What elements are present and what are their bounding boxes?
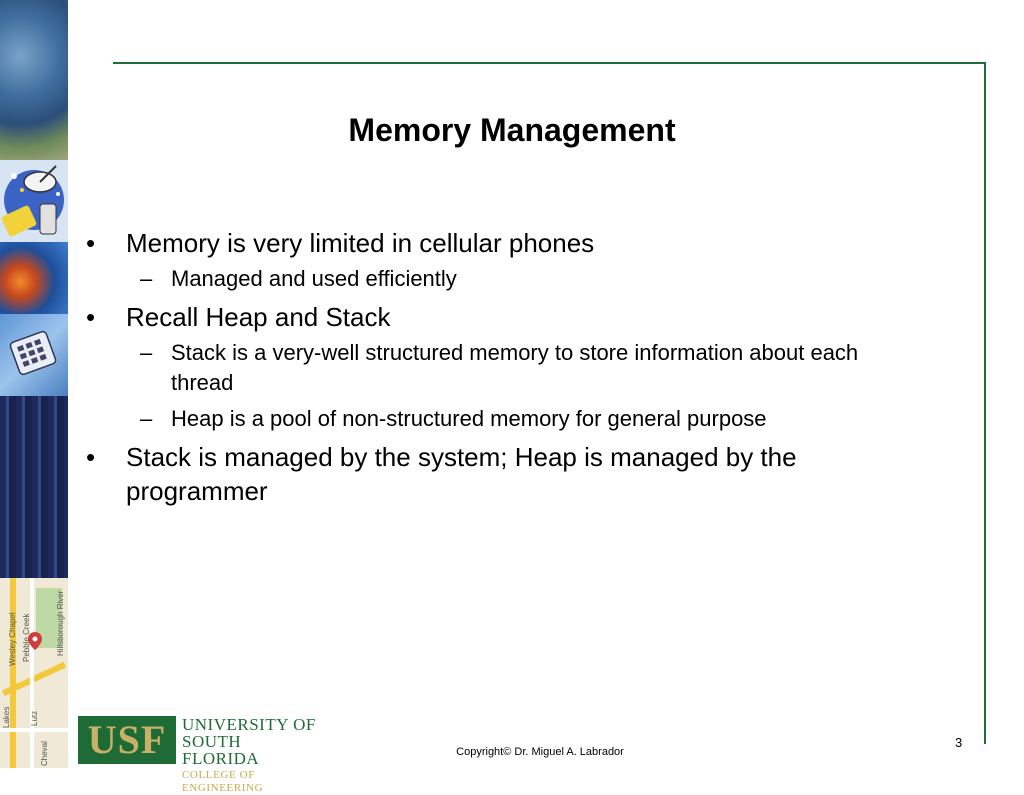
bullet-item <box>86 440 926 508</box>
bullet-text: Stack is managed by the system; Heap is managed by the programmer <box>126 442 797 506</box>
sub-bullet-item <box>86 264 926 294</box>
map-label: Lutz <box>30 710 39 726</box>
copyright-footer: Copyright© Dr. Miguel A. Labrador <box>456 746 624 758</box>
bullet-item <box>86 300 926 334</box>
circuit-board-image <box>0 396 68 578</box>
logo-line: UNIVERSITY OF <box>182 715 316 734</box>
sub-bullet-marker: – <box>140 406 153 431</box>
bullet-item <box>86 226 926 260</box>
bullet-marker: • <box>86 228 96 258</box>
map-label: Cheval <box>40 741 49 766</box>
brain-scan-image <box>0 242 68 314</box>
sub-bullet-text: Stack is a very-well structured memory to store information about each thread <box>171 340 859 395</box>
frame-right-line <box>984 62 986 744</box>
slide-body <box>86 226 926 512</box>
sub-bullet-item <box>86 404 926 434</box>
sub-bullet-marker: – <box>140 340 153 365</box>
usf-logo-mark: USF <box>78 716 176 764</box>
page-number: 3 <box>955 735 963 750</box>
bullet-text: Recall Heap and Stack <box>126 302 391 332</box>
bullet-text: Memory is very limited in cellular phones <box>126 228 595 258</box>
sub-bullet-text: Heap is a pool of non-structured memory for general purpose <box>171 406 767 431</box>
sub-bullet-text: Managed and used efficiently <box>171 266 457 291</box>
logo-line: COLLEGE OF ENGINEERING <box>182 769 264 794</box>
logo-line: SOUTH FLORIDA <box>182 732 260 768</box>
frame-top-line <box>113 62 986 64</box>
slide-title: Memory Management <box>348 112 676 148</box>
map-label: Hillsborough River <box>56 590 65 656</box>
sub-bullet-item <box>86 338 926 398</box>
bullet-marker: • <box>86 442 96 472</box>
sub-bullet-marker: – <box>140 266 153 291</box>
map-label: Wesley Chapel <box>8 612 17 666</box>
map-label: Lakes <box>2 706 11 728</box>
satellite-clipart-image <box>0 160 68 242</box>
bullet-marker: • <box>86 302 96 332</box>
street-map-image <box>0 578 68 768</box>
cell-phone-image <box>0 314 68 396</box>
map-label: Pebble Creek <box>22 613 31 662</box>
